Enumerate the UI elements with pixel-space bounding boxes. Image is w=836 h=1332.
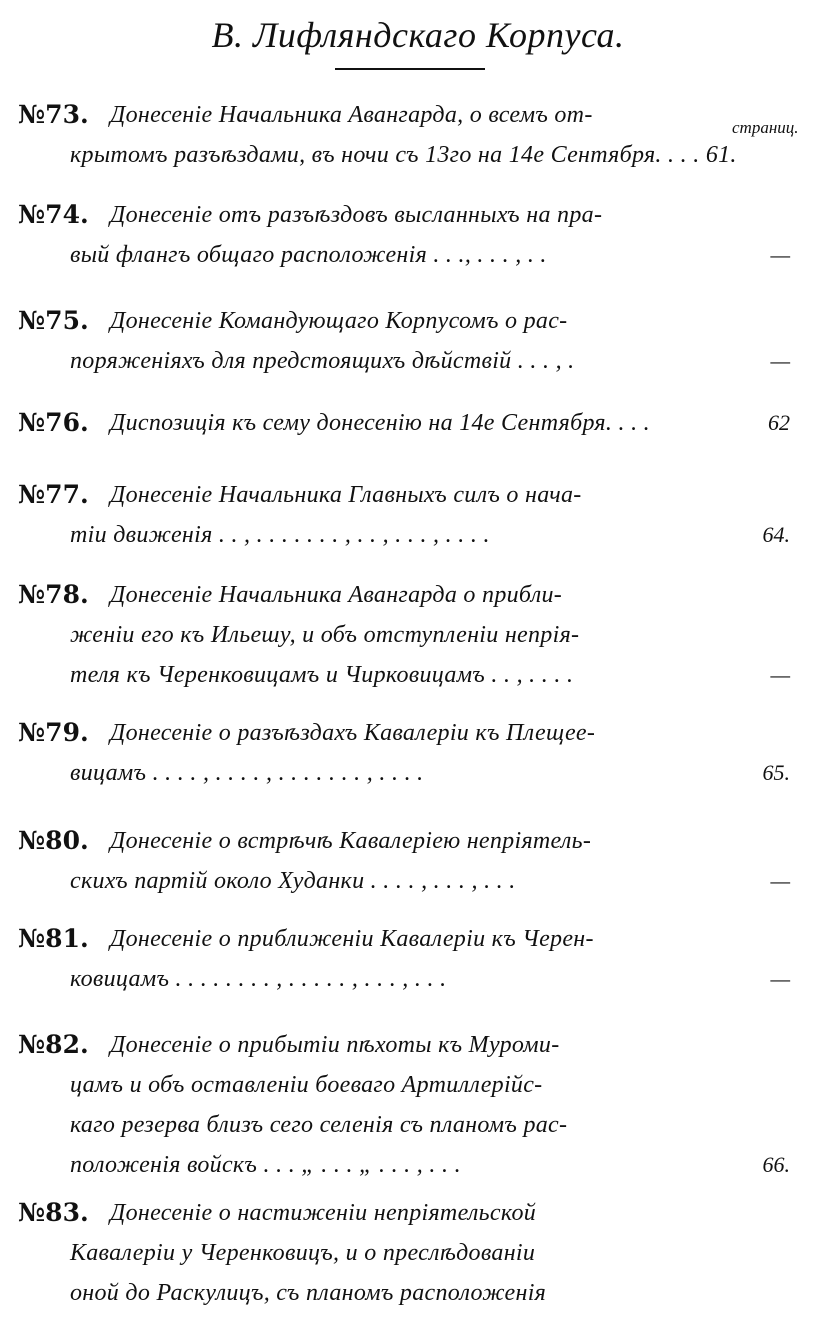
entry-text-line: вый флангъ общаго расположенія . . ., . . . , . . (70, 242, 547, 268)
entry-number: №73. (18, 100, 89, 129)
entry-text-line: Донесеніе о приближеніи Кавалеріи къ Черен- (110, 926, 594, 952)
entry-number: №78. (18, 580, 89, 609)
entry-text-line: скихъ партій около Худанки . . . . , . . . , . . . (70, 868, 516, 894)
entry-text-line: Донесеніе Начальника Авангарда, о всемъ от- (110, 102, 593, 128)
entry-text-line: Донесеніе Начальника Авангарда о прибли- (110, 582, 563, 608)
entry-text-line: Донесеніе Командующаго Корпусомъ о рас- (110, 308, 568, 334)
entry-page-number: 65. (762, 760, 790, 785)
entry-text-line: положенія войскъ . . . „ . . . „ . . . , . . . (70, 1152, 461, 1178)
entry-number: №82. (18, 1030, 89, 1059)
entry-text-line: Донесеніе о прибытіи пѣхоты къ Муроми- (110, 1032, 560, 1058)
entry-number: №80. (18, 826, 89, 855)
entry-text-line: женіи его къ Ильешу, и объ отступленіи непрія- (70, 622, 580, 648)
entry-text-line: вицамъ . . . . , . . . . , . . . . . . . , . . . . (70, 760, 424, 786)
entry-page-number: — (770, 662, 790, 687)
entry-page-number: 64. (762, 522, 790, 547)
entry-number: №77. (18, 480, 89, 509)
entry-number: №75. (18, 306, 89, 335)
entry-number: №76. (18, 408, 89, 437)
page-title: В. Лифляндскаго Корпуса. (211, 15, 625, 55)
entry-text-line: цамъ и объ оставленіи боеваго Артиллерійс- (70, 1072, 543, 1098)
entry-page-number: — (770, 966, 790, 991)
entry-text-line: Донесеніе Начальника Главныхъ силъ о нача- (110, 482, 582, 508)
page-column-label: страниц. (732, 118, 799, 137)
entry-page-number: — (770, 242, 790, 267)
entry-text-line: Кавалеріи у Черенковицъ, и о преслѣдованіи (70, 1240, 536, 1266)
entry-number: №83. (18, 1198, 89, 1227)
entry-text-line: ковицамъ . . . . . . . . , . . . . . , . . . , . . . (70, 966, 447, 992)
title-underline (335, 68, 485, 70)
entry-number: №79. (18, 718, 89, 747)
entry-text-line: каго резерва близъ сего селенія съ планомъ рас- (70, 1112, 568, 1138)
entry-text-line: оной до Раскулицъ, съ планомъ расположенія (70, 1280, 547, 1306)
entry-text-line: Диспозиція къ сему донесенію на 14е Сентября. . . . (110, 410, 650, 436)
entry-text-line: Донесеніе о встрѣчѣ Кавалеріею непріятель- (110, 828, 592, 854)
entry-page-number: 62 (768, 410, 790, 435)
entry-page-number: 66. (762, 1152, 790, 1177)
entry-text-line: Донесеніе о настиженіи непріятельской (110, 1200, 537, 1226)
entry-text-line: Донесеніе отъ разъѣздовъ высланныхъ на пра- (110, 202, 603, 228)
entry-text-line: поряженіяхъ для предстоящихъ дѣйствій . . . , . (70, 348, 575, 374)
entry-text-line: тіи движенія . . , . . . . . . . , . . , . . . , . . . . (70, 522, 490, 548)
entry-number: №81. (18, 924, 89, 953)
entry-text-line: Донесеніе о разъѣздахъ Кавалеріи къ Плещеe- (110, 720, 596, 746)
entry-number: №74. (18, 200, 89, 229)
entry-text-line: теля къ Черенковицамъ и Чирковицамъ . . , . . . . (70, 662, 574, 688)
entry-text-line: крытомъ разъѣздами, въ ночи съ 13го на 14е Сентября. . . . 61. (70, 142, 737, 168)
entry-page-number: — (770, 348, 790, 373)
entry-page-number: — (770, 868, 790, 893)
